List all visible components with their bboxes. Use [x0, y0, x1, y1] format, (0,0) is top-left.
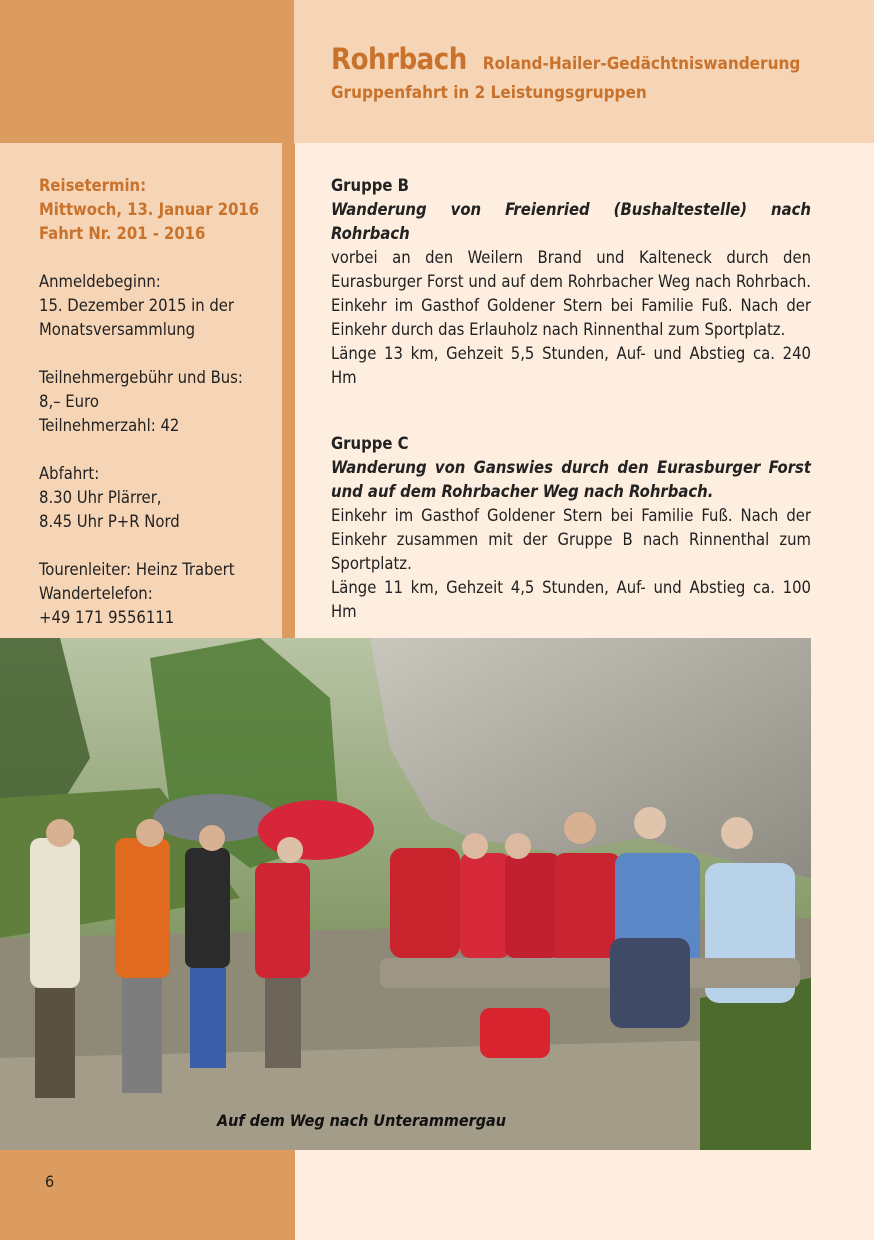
footer-band	[0, 1150, 282, 1240]
group-b-section	[331, 174, 811, 390]
trip-date: Mittwoch, 13. Januar 2016	[39, 200, 260, 219]
date-label: Reisetermin:	[39, 176, 147, 195]
title-main: Rohrbach	[331, 42, 467, 76]
phone-number: +49 171 9556111	[39, 608, 175, 627]
group-heading: Gruppe B	[331, 176, 409, 195]
group-heading: Gruppe C	[331, 434, 409, 453]
trip-info	[39, 174, 279, 654]
title-sub: Roland-Hailer-Gedächtniswanderung	[482, 54, 801, 74]
group-route: Wanderung von Ganswies durch den Eurasburger Forst und auf dem Rohrbacher Weg nach Rohrbach.	[331, 458, 811, 501]
group-description: Einkehr im Gasthof Goldener Stern bei Familie Fuß. Nach der Einkehr zusammen mit der Gruppe B nach Rinnenthal zum Sportplatz.	[331, 506, 811, 573]
phone-label: Wandertelefon:	[39, 584, 153, 603]
group-description: vorbei an den Weilern Brand und Kalteneck durch den Eurasburger Forst und auf dem Rohrbacher Weg nach Rohrbach. Einkehr im Gasthof Goldener Stern bei Familie Fuß. Nach der Einkehr durch das Erlauholz nach Rinnenthal zum Sportplatz.	[331, 248, 811, 339]
departure-1: 8.30 Uhr Plärrer,	[39, 488, 162, 507]
page-subtitle: Gruppenfahrt in 2 Leistungsgruppen	[331, 83, 647, 103]
group-stats: Länge 13 km, Gehzeit 5,5 Stunden, Auf- und Abstieg ca. 240 Hm	[331, 344, 811, 387]
group-route: Wanderung von Freienried (Bushaltestelle) nach Rohrbach	[331, 200, 811, 243]
group-c-section	[331, 432, 811, 624]
fee-value: 8,– Euro	[39, 392, 99, 411]
page-number: 6	[45, 1172, 55, 1191]
page-title	[331, 42, 800, 76]
participants: Teilnehmerzahl: 42	[39, 416, 180, 435]
registration-label: Anmeldebeginn:	[39, 272, 161, 291]
photo-caption: Auf dem Weg nach Unterammergau	[217, 1111, 506, 1130]
header-band-left	[0, 0, 294, 143]
group-photo	[0, 638, 811, 1150]
fee-label: Teilnehmergebühr und Bus:	[39, 368, 243, 387]
tour-leader: Tourenleiter: Heinz Trabert	[39, 560, 235, 579]
trip-number: Fahrt Nr. 201 - 2016	[39, 224, 206, 243]
group-descriptions	[331, 174, 811, 666]
hikers-illustration	[0, 638, 811, 1150]
group-stats: Länge 11 km, Gehzeit 4,5 Stunden, Auf- und Abstieg ca. 100 Hm	[331, 578, 811, 621]
departure-2: 8.45 Uhr P+R Nord	[39, 512, 180, 531]
registration-place: Monatsversammlung	[39, 320, 196, 339]
departure-label: Abfahrt:	[39, 464, 100, 483]
registration-date: 15. Dezember 2015 in der	[39, 296, 235, 315]
